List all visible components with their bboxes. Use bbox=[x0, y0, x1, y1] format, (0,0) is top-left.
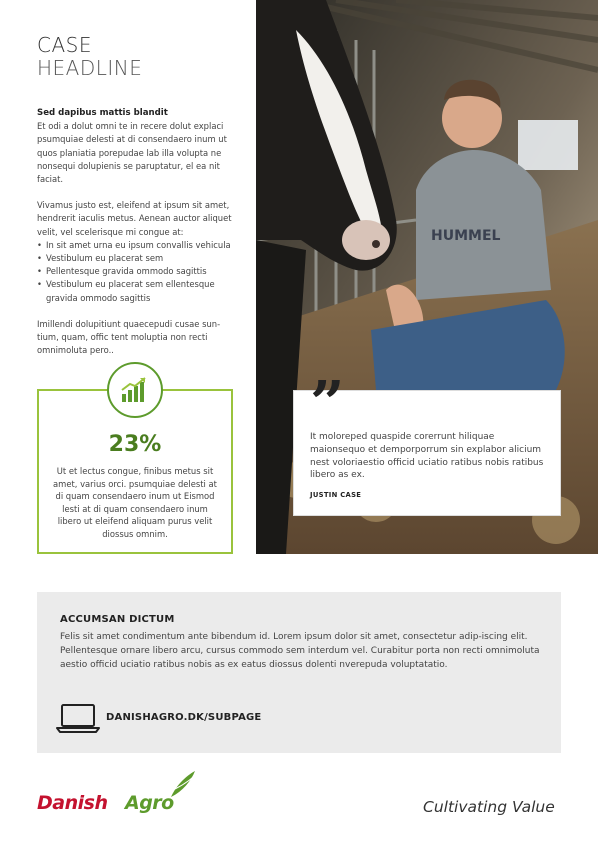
intro-bullet-list bbox=[37, 239, 235, 305]
danish-agro-logo bbox=[37, 770, 202, 826]
subpage-link[interactable]: DANISHAGRO.DK/SUBPAGE bbox=[106, 712, 262, 723]
quote-mark-icon: ” bbox=[310, 369, 345, 439]
title-line-2: HEADLINE bbox=[37, 56, 143, 80]
case-headline bbox=[37, 34, 235, 80]
quote-text: It moloreped quaspide corerrunt hiliquae maionsequo et demporporrum sin explabor alicium nest voloriaestio officid uciatio ratibus nobis ratibus libero as ex. bbox=[310, 432, 544, 481]
list-item: • Pellentesque gravida ommodo sagittis bbox=[37, 265, 235, 278]
panel-text: Felis sit amet condimentum ante bibendum id. Lorem ipsum dolor sit amet, consectetur adip-iscing elit. Pellentesque ornare libero arcu, cursus commodo sem interdum vel. Curabitur porta non recti omnimoluta aestio officid uciatio ratibus nobis as ex eatus diossus dolenti nverepuda voluptatatio. bbox=[60, 632, 540, 670]
intro-paragraph-2: Vivamus justo est, eleifend at ipsum sit amet, hendrerit iaculis metus. Aenean auctor aliquet velit, vel scelerisque mi congue at: bbox=[37, 200, 232, 237]
list-item: • In sit amet urna eu ipsum convallis vehicula bbox=[37, 239, 235, 252]
intro-section bbox=[37, 107, 235, 370]
logo-word-danish: Danish bbox=[37, 792, 108, 814]
intro-paragraph-1: Et odi a dolut omni te in recere dolut explaci psumquiae delesti at di consendaero inum ut quos planiatia porepudae lab illa volupta ne nonsequi dolupienis se paruptatur, el ea nit faciat. bbox=[37, 121, 227, 185]
stat-value: 23% bbox=[108, 432, 162, 457]
logo-word-agro: Agro bbox=[125, 792, 174, 814]
quote-author: JUSTIN CASE bbox=[310, 491, 362, 499]
intro-heading: Sed dapibus mattis blandit bbox=[37, 108, 168, 118]
stat-description: Ut et lectus congue, finibus metus sit amet, varius orci. psumquiae delesti at di quam consendaero inum ut Eismod lesti at di quam consendaero inum libero ut eleifend aliquam purus velit diossus omnim. bbox=[53, 466, 217, 539]
tagline: Cultivating Value bbox=[423, 798, 555, 816]
panel-title: ACCUMSAN DICTUM bbox=[60, 614, 175, 625]
growth-chart-icon bbox=[119, 376, 151, 404]
list-item: • Vestibulum eu placerat sem ellentesque gravida ommodo sagittis bbox=[37, 278, 235, 304]
stat-icon-circle bbox=[107, 362, 163, 418]
page-title bbox=[37, 34, 235, 80]
shirt-print: HUMMEL bbox=[431, 228, 501, 244]
intro-paragraph-3: Imillendi dolupitiunt quaecepudi cusae sun-tium, quam, offic tent moluptia non recti omnimoluta pero.. bbox=[37, 318, 221, 356]
list-item: • Vestibulum eu placerat sem bbox=[37, 252, 235, 265]
laptop-icon bbox=[56, 703, 100, 733]
title-line-1: CASE bbox=[37, 33, 92, 57]
